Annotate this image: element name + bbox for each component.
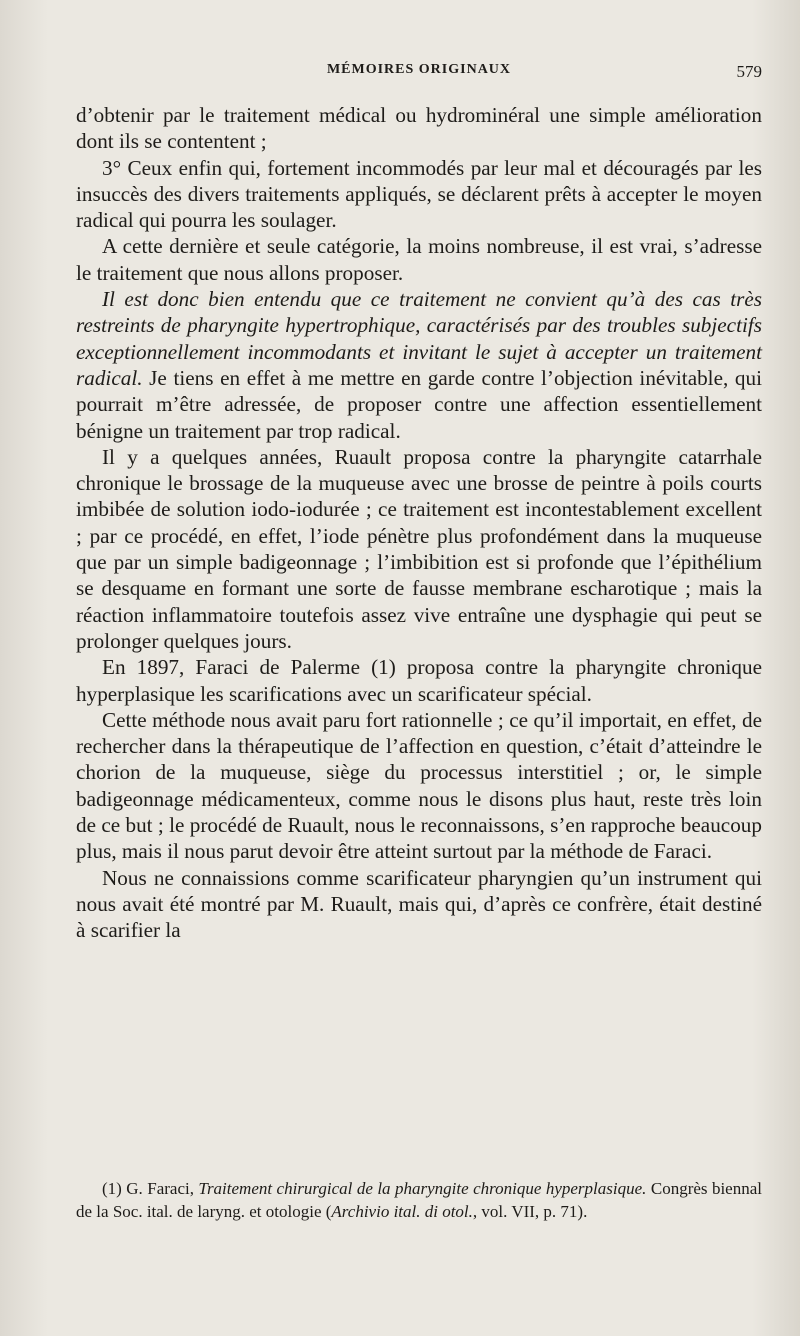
paragraph-6-rest: proposa contre la pharyngite chronique hyperplasique les scarifications avec un scarificateur spécial. bbox=[76, 655, 762, 706]
paragraph-6-start: En 1897, Faraci de Palerme bbox=[102, 655, 372, 680]
body-text bbox=[76, 102, 762, 944]
paragraph-2: 3° Ceux enfin qui, fortement incommodés par leur mal et découragés par les insuccès des divers traitements appliqués, se déclarent prêts à accepter le moyen radical qui pourra les soulager. bbox=[76, 155, 762, 233]
footnote-author: G. Faraci, bbox=[121, 1179, 199, 1198]
footnote-title: Traitement chirurgical de la pharyngite chronique hyperplasique. bbox=[198, 1179, 647, 1198]
paragraph-4 bbox=[76, 286, 762, 444]
footnote-marker: (1) bbox=[102, 1179, 122, 1198]
paragraph-5: Il y a quelques années, Ruault proposa contre la pharyngite catarrhale chronique le brossage de la muqueuse avec une brosse de peintre à poils courts imbibée de solution iodo-iodurée ; ce traitement est incontestablement excellent ; par ce procédé, en effet, l’iode pénètre plus profondément dans la muqueuse que par un simple badigeonnage ; l’imbibition est si profonde que l’épithélium se desquame en formant une sorte de fausse membrane escharotique ; mais la réaction inflammatoire toutefois assez vive entraîne une dysphagie qui peut se prolonger quelques jours. bbox=[76, 444, 762, 653]
footnote-reference: (1) bbox=[371, 655, 396, 680]
footnotes bbox=[76, 1178, 762, 1223]
emphasis-text: Il est donc bien entendu que ce traitement ne convient qu’à des cas très restreints de pharyngite hypertrophique, caractérisés par des troubles subjectifs exceptionnellement incommodants et invitant le sujet à accepter un traitement radical. bbox=[76, 287, 762, 390]
footnote-journal: Archivio ital. di otol. bbox=[331, 1201, 473, 1221]
paragraph-3: A cette dernière et seule catégorie, la moins nombreuse, il est vrai, s’adresse le traitement que nous allons proposer. bbox=[76, 234, 762, 285]
running-head: MÉMOIRES ORIGINAUX bbox=[326, 62, 512, 77]
paragraph-1: d’obtenir par le traitement médical ou hydrominéral une simple amélioration dont ils se contentent ; bbox=[76, 103, 762, 154]
paragraph-6 bbox=[76, 654, 762, 707]
footnote-middle: Congrès biennal de la Soc. ital. de laryng. et otologie ( bbox=[76, 1179, 762, 1221]
paragraph-7: Cette méthode nous avait paru fort rationnelle ; ce qu’il importait, en effet, de rechercher dans la thérapeutique de l’affection en question, c’était d’atteindre le chorion de la muqueuse, siège du processus interstitiel ; or, le simple badigeonnage médicamenteux, comme nous le disons plus haut, reste très loin de ce but ; le procédé de Ruault, nous le reconnaissons, s’en rapproche beaucoup plus, mais il nous parut devoir être atteint surtout par la méthode de Faraci. bbox=[76, 707, 762, 864]
page-header bbox=[76, 62, 762, 84]
paragraph-4-rest: Je tiens en effet à me mettre en garde contre l’objection inévitable, qui pourrait m’être adressée, de proposer contre une affection essentiellement bénigne un traitement par trop radical. bbox=[76, 365, 762, 443]
footnote-end: , vol. VII, p. 71). bbox=[472, 1201, 588, 1221]
footnote-1 bbox=[76, 1178, 762, 1223]
page-number: 579 bbox=[736, 62, 762, 81]
paragraph-8: Nous ne connaissions comme scarificateur pharyngien qu’un instrument qui nous avait été montré par M. Ruault, mais qui, d’après ce confrère, était destiné à scarifier la bbox=[76, 865, 762, 943]
